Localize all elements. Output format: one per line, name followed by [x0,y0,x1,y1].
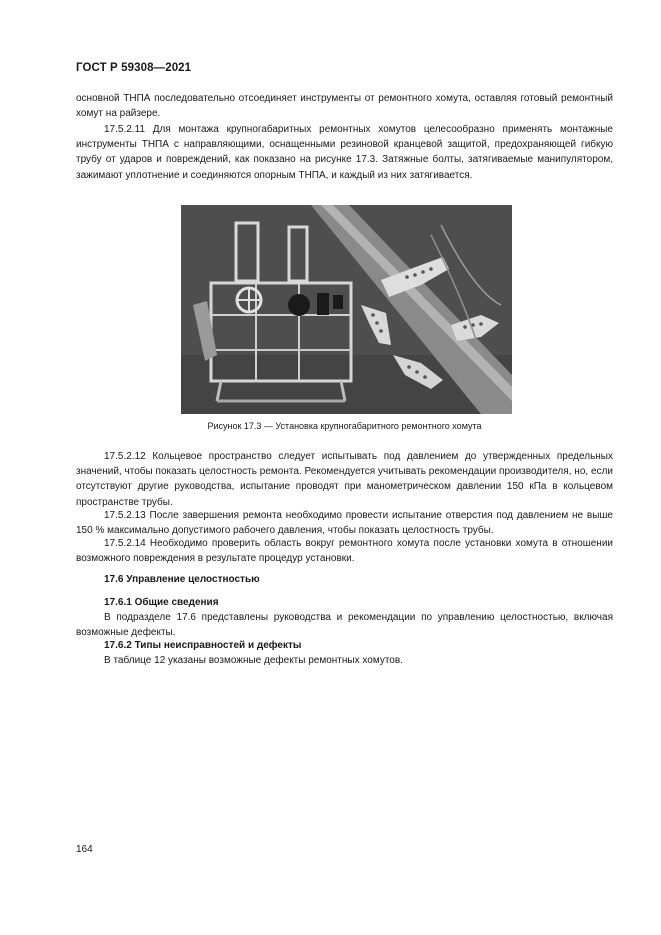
paragraph-text: В таблице 12 указаны возможные дефекты ремонтных хомутов. [104,655,403,666]
paragraph-text: 17.5.2.14 Необходимо проверить область вокруг ремонтного хомута после установки хомута в отношении возможного повреждения в результате процедур установки. [76,538,613,565]
section-heading-17-6-1: 17.6.1 Общие сведения [104,597,219,608]
paragraph-text: 17.5.2.12 Кольцевое пространство следует испытывать под давлением до утвержденных предельных значений, чтобы показать целостность ремонта. Рекомендуется учитывать рекомендации производителя, но, если отсутствуют другие руководства, испытание проводят при манометрическом давлении 150 кПа в кольцевом пространстве трубы. [76,451,613,508]
rov-clamp-illustration [181,205,512,414]
section-heading-17-6: 17.6 Управление целостностью [104,574,260,585]
paragraph-17-5-2-11 [76,122,613,183]
page-number: 164 [76,844,93,855]
figure-caption: Рисунок 17.3 — Установка крупногабаритного ремонтного хомута [207,421,482,431]
figure-17-3-photo [181,205,512,414]
paragraph-text: 17.5.2.13 После завершения ремонта необходимо провести испытание отверстия под давлением не выше 150 % максимально допустимого рабочего давления, чтобы показать целостность трубы. [76,510,613,537]
document-header: ГОСТ Р 59308—2021 [76,62,192,74]
paragraph-17-6-2 [76,653,613,668]
paragraph-17-5-2-13 [76,508,613,538]
paragraph-text: В подразделе 17.6 представлены руководства и рекомендации по управлению целостностью, включая возможные дефекты. [76,612,613,639]
paragraph-text: основной ТНПА последовательно отсоединяет инструменты от ремонтного хомута, оставляя готовый ремонтный хомут на райзере. [76,93,613,120]
section-heading-17-6-2: 17.6.2 Типы неисправностей и дефекты [104,640,302,651]
paragraph-text: 17.5.2.11 Для монтажа крупногабаритных ремонтных хомутов целесообразно применять монтажные инструменты ТНПА с направляющими, оснащенными резиновой кранцевой защитой, предохраняющей гибкую трубу от ударов и повреждений, как показано на рисунке 17.3. Затяжные болты, затягиваемые манипулятором, зажимают уплотнение и соединяются опорным ТНПА, и каждый из них затягивается. [76,124,613,181]
paragraph [76,91,613,121]
paragraph-17-6-1 [76,610,613,640]
paragraph-17-5-2-12 [76,449,613,510]
paragraph-17-5-2-14 [76,536,613,566]
